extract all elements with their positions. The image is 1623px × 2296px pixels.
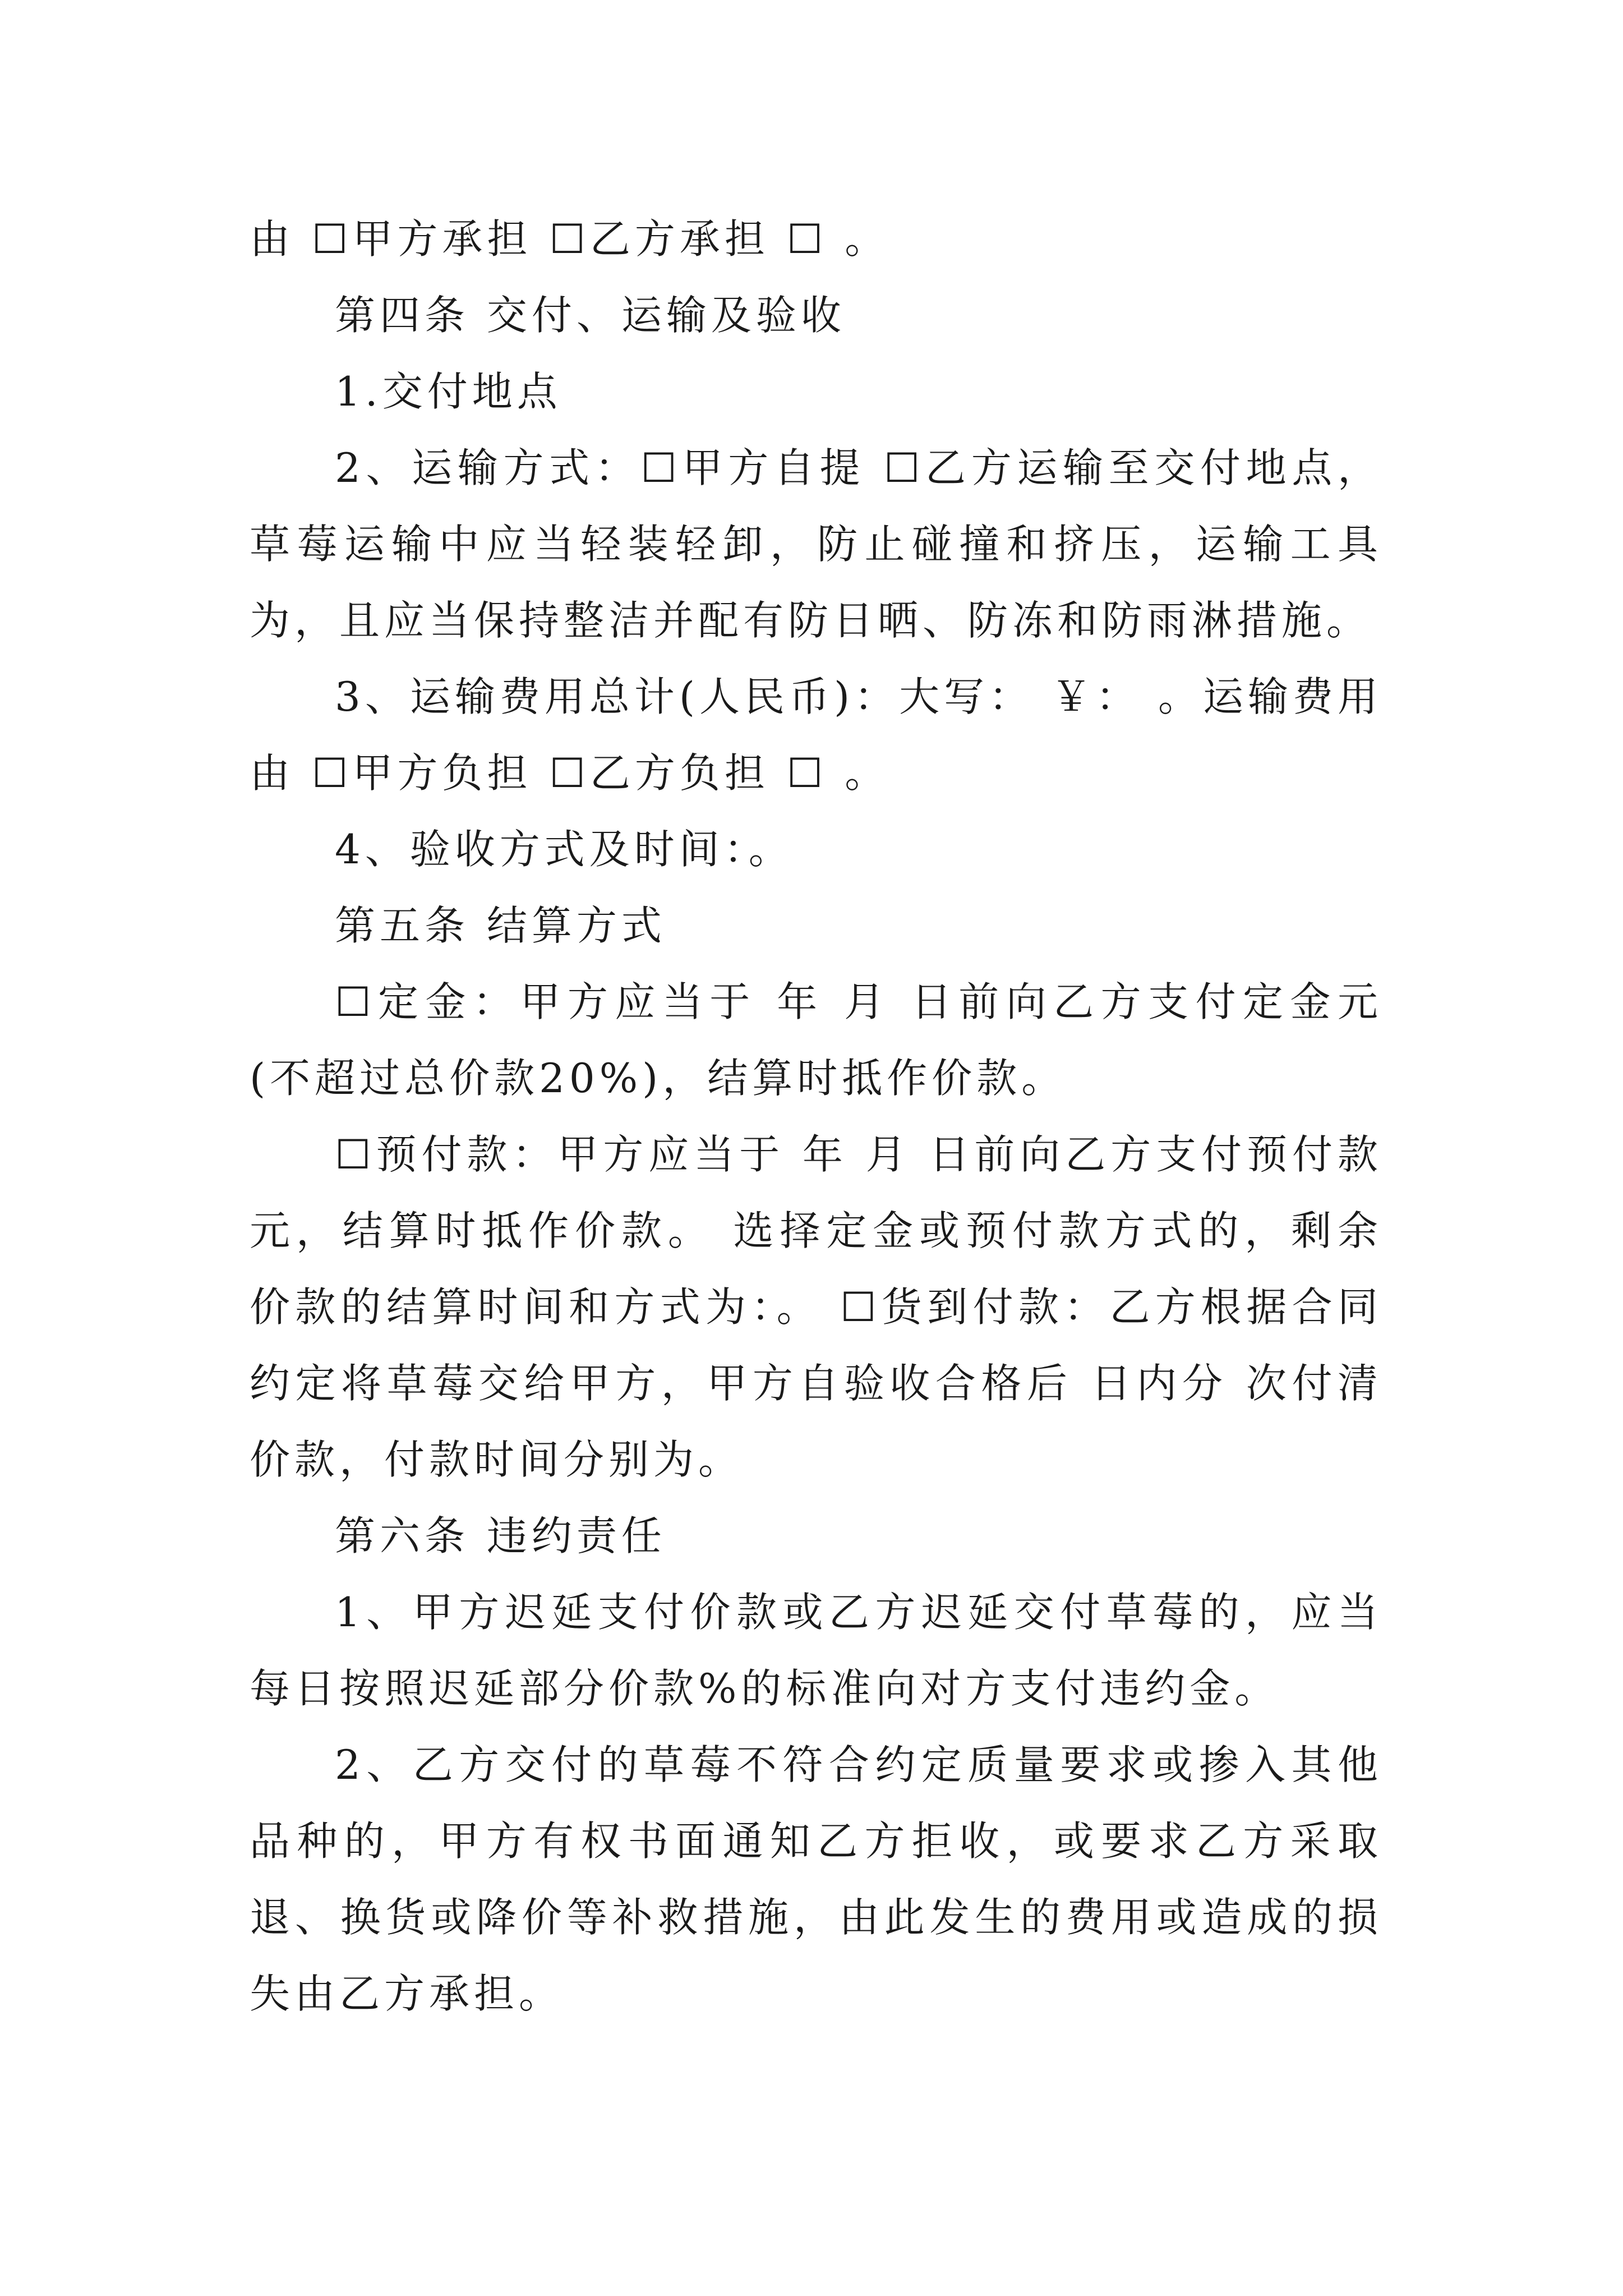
paragraph-transport-method: 2、运输方式：☐甲方自提 ☐乙方运输至交付地点，草莓运输中应当轻装轻卸，防止碰撞和挤压，运输工具为，且应当保持整洁并配有防日晒、防冻和防雨淋措施。: [250, 444, 1382, 644]
heading-article-6: 第六条 违约责任: [335, 1512, 666, 1559]
paragraph-delivery-location: 1.交付地点: [335, 368, 562, 415]
paragraph-late-penalty: 1、甲方迟延支付价款或乙方迟延交付草莓的，应当每日按照迟延部分价款%的标准向对方支付违约金。: [250, 1589, 1382, 1712]
heading-article-4: 第四条 交付、运输及验收: [335, 292, 846, 339]
contract-body: [250, 201, 1382, 2032]
paragraph-quality-liability: 2、乙方交付的草莓不符合约定质量要求或掺入其他品种的，甲方有权书面通知乙方拒收，或要求乙方采取退、换货或降价等补救措施，由此发生的费用或造成的损失由乙方承担。: [250, 1741, 1382, 2017]
paragraph-prepayment: ☐预付款：甲方应当于 年 月 日前向乙方支付预付款元，结算时抵作价款。 选择定金或预付款方式的，剩余价款的结算时间和方式为：。 ☐货到付款：乙方根据合同约定将草莓交给甲方，甲方自验收合格后 日内分 次付清价款，付款时间分别为。: [250, 1131, 1382, 1483]
paragraph-cost-bearer: 由 ☐甲方承担 ☐乙方承担 ☐ 。: [250, 215, 890, 263]
paragraph-deposit: ☐定金：甲方应当于 年 月 日前向乙方支付定金元(不超过总价款20%)，结算时抵作价款。: [250, 978, 1382, 1102]
paragraph-transport-fee: 3、运输费用总计(人民币)：大写： ￥： 。运输费用由 ☐甲方负担 ☐乙方负担 ☐ 。: [250, 673, 1382, 797]
heading-article-5: 第五条 结算方式: [335, 902, 666, 949]
paragraph-acceptance: 4、验收方式及时间：。: [335, 826, 794, 873]
